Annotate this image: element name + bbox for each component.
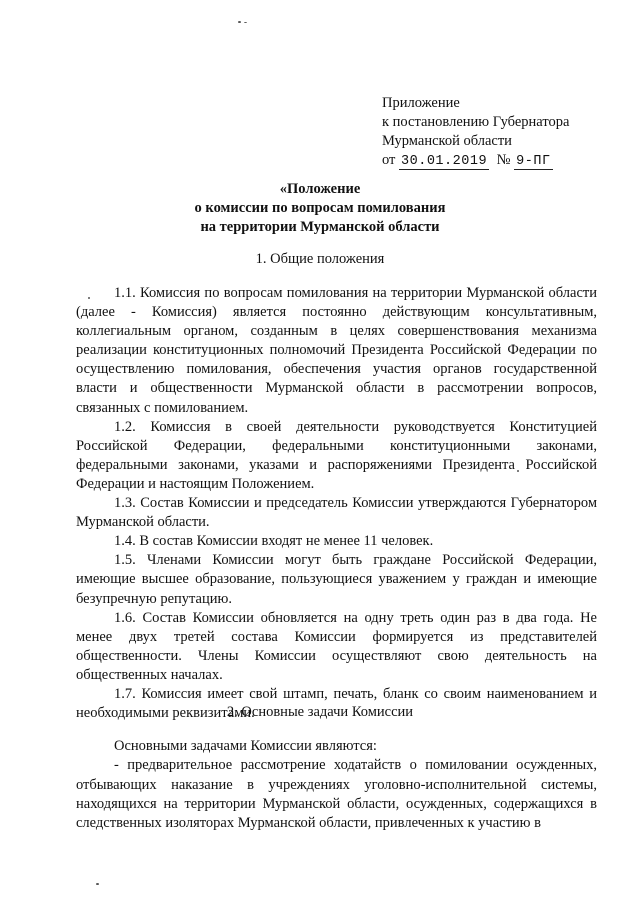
date-prefix: от: [382, 152, 396, 168]
paragraph: 1.5. Членами Комиссии могут быть граждане Российской Федерации, имеющие высшее образование, пользующиеся уважением у граждан и имеющие безупречную репутацию.: [76, 552, 597, 607]
title-line: на территории Мурманской области: [200, 219, 440, 235]
appendix-block: [382, 94, 569, 171]
paragraph: Основными задачами Комиссии являются:: [114, 738, 377, 754]
title-line: о комиссии по вопросам помилования: [194, 200, 446, 216]
scan-speck: [96, 883, 99, 885]
date-value: 30.01.2019: [401, 154, 488, 169]
paragraph: 1.2. Комиссия в своей деятельности руководствуется Конституцией Российской Федерации, федеральными конституционными законами, федеральными законами, указами и распоряжениями Президента Российской Федерации и настоящим Положением.: [76, 418, 597, 492]
number-value: 9-ПГ: [516, 154, 551, 169]
appendix-line: Мурманской области: [382, 133, 512, 149]
paragraph: 1.4. В состав Комиссии входят не менее 11 человек.: [114, 533, 434, 550]
title-line: «Положение: [279, 181, 361, 197]
section-1-body: [76, 284, 597, 723]
section-heading-2: 2. Основные задачи Комиссии: [226, 704, 414, 720]
paragraph: 1.1. Комиссия по вопросам помилования на территории Мурманской области (далее - Комиссия) является постоянно действующим консультативным, коллегиальным органом, созданным в целях совершенствования механизма реализации конституционных полномочий Президента Российской Федерации по осуществлению помилования, обеспечения участия органов государственной власти и общественности Мурманской области в рассмотрении вопросов, связанных с помилованием.: [76, 285, 597, 416]
appendix-line: Приложение: [382, 95, 460, 111]
paragraph: - предварительное рассмотрение ходатайств о помиловании осужденных, отбывающих наказание в учреждениях уголовно-исполнительной системы, находящихся на территории Мурманской области, осужденных, содержащихся в следственных изоляторах Мурманской области, привлеченных к участию в: [76, 757, 597, 832]
number-prefix: №: [496, 152, 511, 168]
document-title: [0, 180, 640, 237]
paragraph: 1.6. Состав Комиссии обновляется на одну треть один раз в два года. Не менее двух третей состава Комиссии формируется из представителей общественности. Члены Комиссии осуществляют свою деятельность на общественных началах.: [76, 609, 597, 683]
scan-speck: [238, 21, 241, 23]
section-2-body: [76, 737, 597, 833]
paragraph: 1.7. Комиссия имеет свой штамп, печать, бланк со своим наименованием и необходимыми реквизитами.: [76, 685, 597, 722]
section-heading-1: 1. Общие положения: [255, 251, 385, 267]
appendix-date-line: [382, 151, 569, 171]
paragraph: 1.3. Состав Комиссии и председатель Комиссии утверждаются Губернатором Мурманской области.: [76, 495, 597, 531]
scan-speck: [244, 22, 247, 23]
appendix-line: к постановлению Губернатора: [382, 114, 570, 130]
